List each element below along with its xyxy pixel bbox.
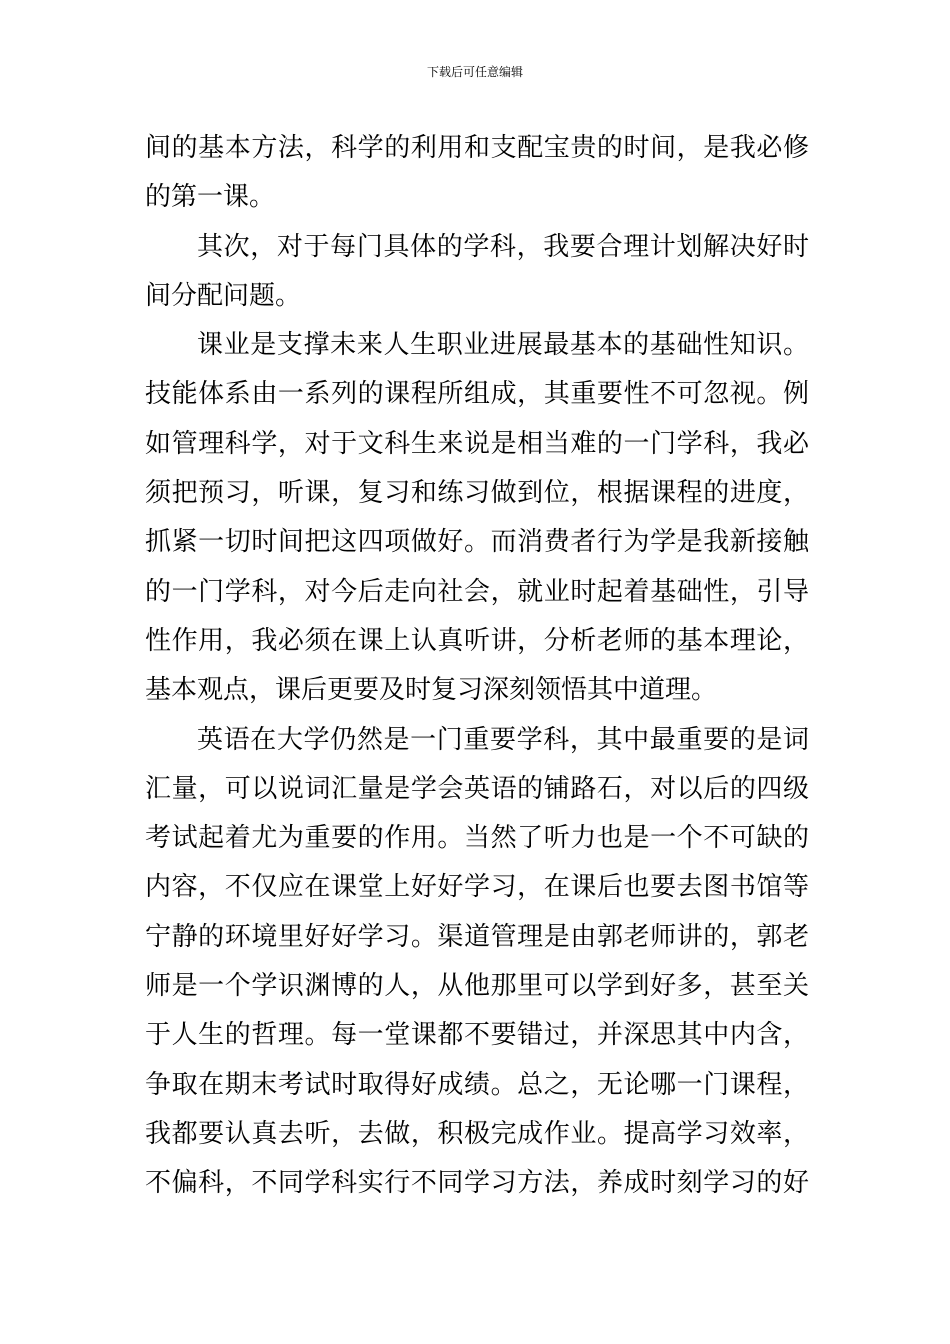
paragraph-4 [145,716,809,1209]
text-line: 间分配问题。 [145,280,302,311]
text-line: 于人生的哲理。每一堂课都不要错过，并深思其中内含， [145,1020,809,1051]
text-line: 的第一课。 [145,182,276,213]
page-header: 下载后可任意编辑 [426,65,523,79]
text-line: 抓紧一切时间把这四项做好。而消费者行为学是我新接触 [145,527,809,558]
text-line: 基本观点，课后更要及时复习深刻领悟其中道理。 [145,675,718,706]
paragraph-3 [145,321,809,715]
text-line: 课业是支撑未来人生职业进展最基本的基础性知识。 [197,330,809,361]
document-body [145,124,809,1209]
text-line: 间的基本方法，科学的利用和支配宝贵的时间，是我必修 [145,133,809,163]
text-line: 性作用，我必须在课上认真听讲，分析老师的基本理论， [145,625,809,656]
paragraph-1 [145,124,809,223]
text-line: 英语在大学仍然是一门重要学科，其中最重要的是词 [197,724,809,755]
text-line: 师是一个学识渊博的人，从他那里可以学到好多，甚至关 [145,971,809,1002]
text-line: 其次，对于每门具体的学科，我要合理计划解决好时 [197,231,809,262]
text-line: 如管理科学，对于文科生来说是相当难的一门学科，我必 [145,428,809,459]
text-line: 考试起着尤为重要的作用。当然了听力也是一个不可缺的 [145,823,809,854]
text-line: 的一门学科，对今后走向社会，就业时起着基础性，引导 [145,576,809,607]
text-line: 内容，不仅应在课堂上好好学习，在课后也要去图书馆等 [145,872,809,903]
text-line: 争取在期末考试时取得好成绩。总之，无论哪一门课程， [145,1069,809,1100]
text-line: 宁静的环境里好好学习。渠道管理是由郭老师讲的，郭老 [145,921,809,952]
text-line: 汇量，可以说词汇量是学会英语的铺路石，对以后的四级 [145,773,809,804]
text-line: 我都要认真去听，去做，积极完成作业。提高学习效率， [145,1118,809,1149]
paragraph-2 [145,223,809,322]
text-line: 不偏科，不同学科实行不同学习方法，养成时刻学习的好 [145,1168,809,1199]
text-line: 须把预习，听课，复习和练习做到位，根据课程的进度， [145,478,809,509]
text-line: 技能体系由一系列的课程所组成，其重要性不可忽视。例 [145,379,809,410]
